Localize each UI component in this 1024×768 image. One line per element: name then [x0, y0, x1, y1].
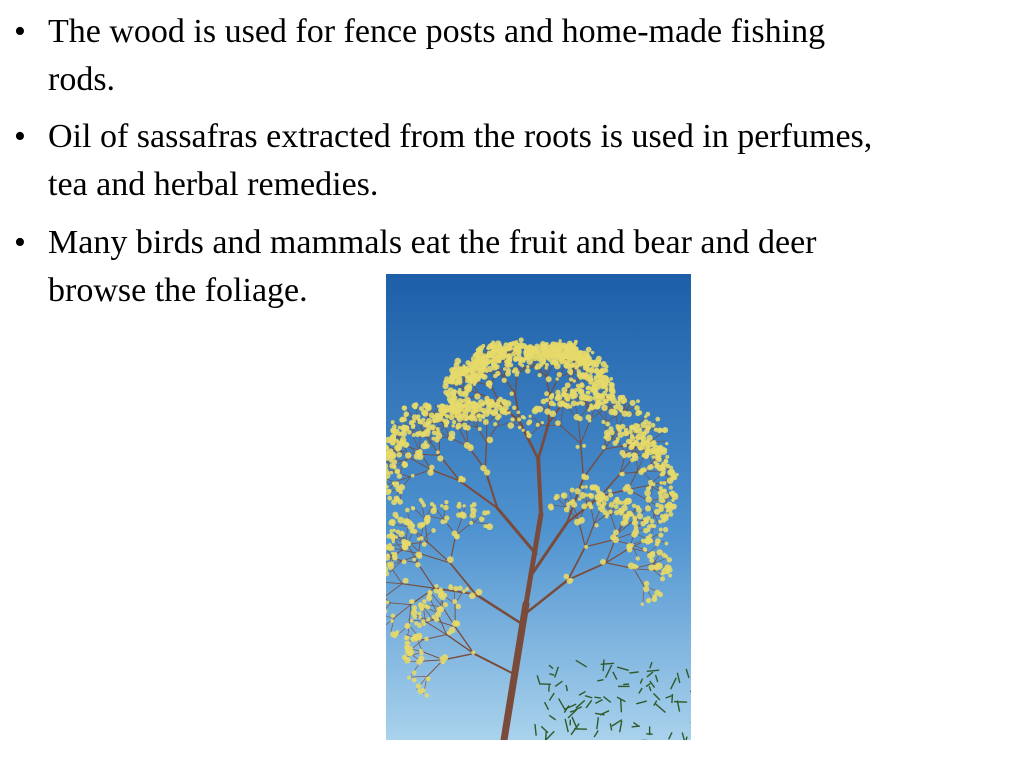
bullet-text-line: The wood is used for fence posts and home-made fishing — [48, 13, 826, 50]
tree-illustration — [386, 274, 691, 740]
bullet-marker: • — [14, 13, 26, 50]
bullet-text-line: rods. — [48, 61, 116, 98]
bullet-marker: • — [14, 118, 26, 155]
bullet-text-line: browse the foliage. — [48, 272, 308, 309]
sassafras-tree-photo — [386, 274, 691, 740]
bullet-item-wood — [0, 8, 1024, 104]
bullet-item-oil — [0, 113, 1024, 209]
bullet-text-line: Many birds and mammals eat the fruit and bear and deer — [48, 224, 817, 261]
bullet-marker: • — [14, 224, 26, 261]
bullet-text-line: Oil of sassafras extracted from the roots is used in perfumes, — [48, 118, 873, 155]
bullet-text-line: tea and herbal remedies. — [48, 166, 379, 203]
